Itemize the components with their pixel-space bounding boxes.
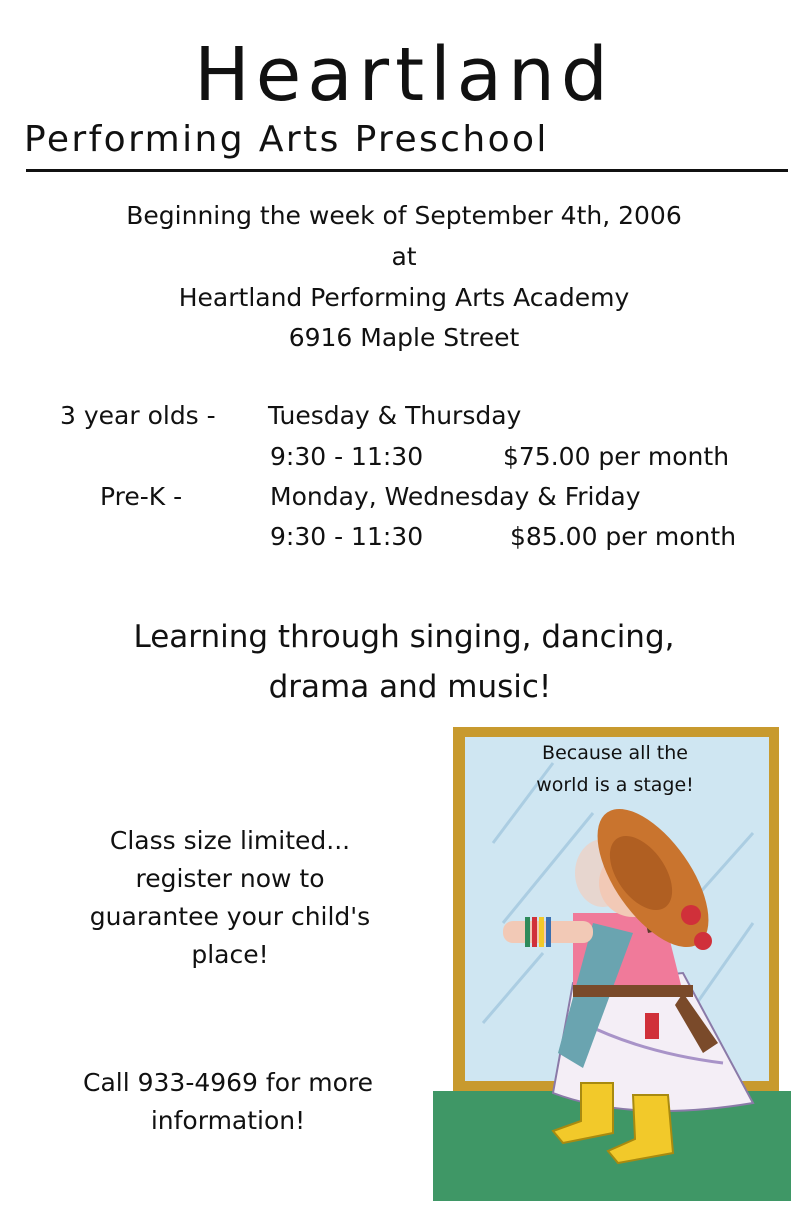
start-date-text: Beginning the week of September 4th, 2006 (126, 201, 682, 230)
registration-line-4: place! (191, 940, 269, 969)
girl-in-mirror-illustration (433, 723, 791, 1201)
title-divider (26, 169, 788, 172)
time-pre-k: 9:30 - 11:30 (270, 522, 424, 551)
hat-rose-1 (681, 905, 701, 925)
registration-note (30, 822, 430, 974)
flyer-subtitle: Performing Arts Preschool (24, 119, 549, 160)
time-3-year-olds: 9:30 - 11:30 (270, 442, 424, 471)
bangles (645, 1013, 659, 1039)
group-pre-k: Pre-K - (100, 482, 183, 511)
tagline-line-2: drama and music! (268, 669, 552, 705)
price-3-year-olds: $75.00 per month (503, 442, 730, 471)
flyer-title: Heartland (194, 32, 614, 118)
tagline-line-1: Learning through singing, dancing, (133, 619, 675, 655)
days-pre-k: Monday, Wednesday & Friday (270, 482, 641, 511)
contact-line-2: information! (150, 1106, 306, 1135)
caption-line-1: Because all the (542, 742, 688, 764)
registration-line-1: Class size limited... (109, 826, 351, 855)
at-text: at (391, 242, 417, 271)
academy-name: Heartland Performing Arts Academy (178, 283, 630, 312)
price-pre-k: $85.00 per month (510, 522, 737, 551)
caption-line-2: world is a stage! (536, 774, 694, 796)
contact-note (28, 1064, 428, 1140)
illustration-svg (433, 723, 791, 1201)
contact-line-1: Call 933-4969 for more (82, 1068, 373, 1097)
registration-line-3: guarantee your child's (89, 902, 371, 931)
registration-line-2: register now to (135, 864, 325, 893)
belt-shape (573, 985, 693, 997)
days-3-year-olds: Tuesday & Thursday (268, 401, 522, 430)
group-3-year-olds: 3 year olds - (60, 401, 216, 430)
hat-rose-2 (694, 932, 712, 950)
address-text: 6916 Maple Street (288, 323, 520, 352)
